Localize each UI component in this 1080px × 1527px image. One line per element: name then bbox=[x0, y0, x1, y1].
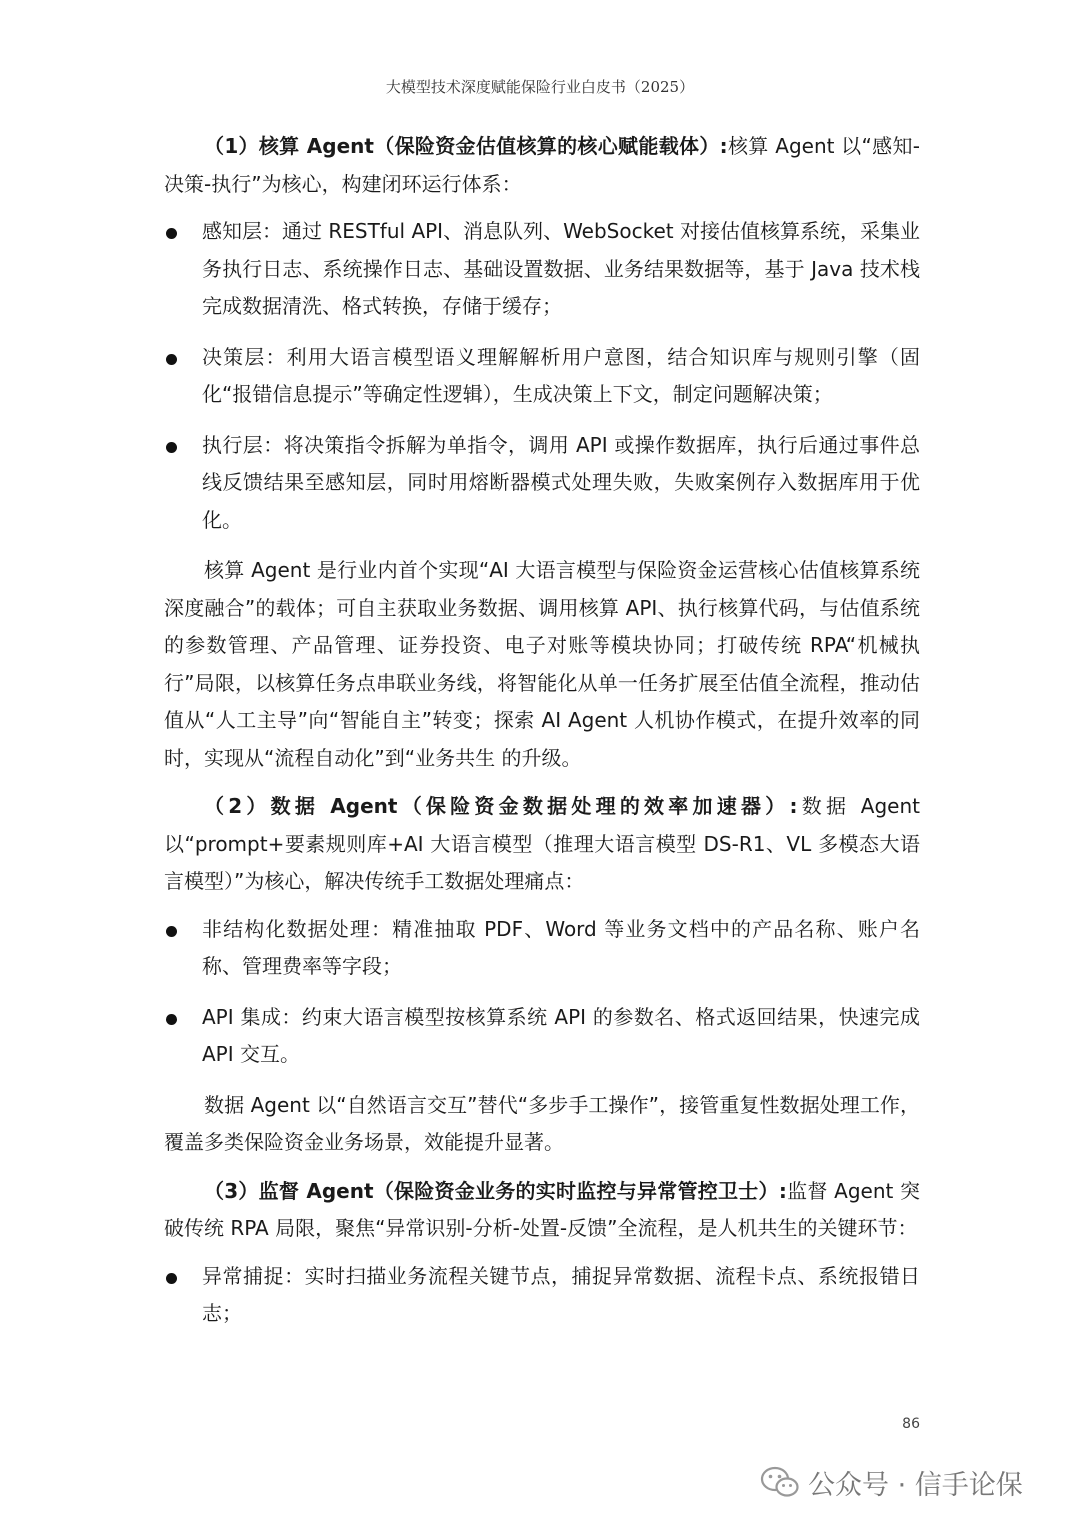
page-number: 86 bbox=[902, 1416, 920, 1432]
list-item: 执行层：将决策指令拆解为单指令，调用 API 或操作数据库，执行后通过事件总线反馈结果至感知层，同时用熔断器模式处理失败，失败案例存入数据库用于优化。 bbox=[164, 427, 920, 540]
bullet-icon bbox=[166, 442, 177, 453]
list-item: 非结构化数据处理：精准抽取 PDF、Word 等业务文档中的产品名称、账户名称、管理费率等字段； bbox=[164, 911, 920, 986]
section-2-summary: 数据 Agent 以“自然语言交互”替代“多步手工操作”，接管重复性数据处理工作，覆盖多类保险资金业务场景，效能提升显著。 bbox=[164, 1092, 920, 1154]
wechat-icon bbox=[760, 1465, 800, 1499]
section-3-heading: （3）监督 Agent（保险资金业务的实时监控与异常管控卫士）: bbox=[204, 1178, 787, 1203]
watermark-text: 公众号 · 信手论保 bbox=[808, 1469, 1023, 1501]
section-3-intro: （3）监督 Agent（保险资金业务的实时监控与异常管控卫士）:监督 Agent 突破传统 RPA 局限，聚焦“异常识别-分析-处置-反馈”全流程，是人机共生的关键环节： bbox=[164, 1178, 920, 1240]
list-item: 感知层：通过 RESTful API、消息队列、WebSocket 对接估值核算系统，采集业务执行日志、系统操作日志、基础设置数据、业务结果数据等，基于 Java 技术栈完成数据清洗、格式转换，存储于缓存； bbox=[164, 213, 920, 326]
bullet-icon bbox=[166, 1273, 177, 1284]
section-2-heading: （2）数据 Agent（保险资金数据处理的效率加速器）: bbox=[204, 794, 798, 818]
watermark bbox=[760, 1462, 1023, 1502]
bullet-icon bbox=[166, 1014, 177, 1025]
bullet-icon bbox=[166, 354, 177, 365]
page-body bbox=[164, 128, 920, 1346]
section-1-heading: （1）核算 Agent（保险资金估值核算的核心赋能载体）: bbox=[204, 134, 728, 158]
section-1-summary: 核算 Agent 是行业内首个实现“AI 大语言模型与保险资金运营核心估值核算系统深度融合”的载体；可自主获取业务数据、调用核算 API、执行核算代码，与估值系统的参数管理、产品管理、证券投资、电子对账等模块协同；打破传统 RPA“机械执行”局限，以核算任务点串联业务线，将智能化从单一任务扩展至估值全流程，推动估值从“人工主导”向“智能自主”转变；探索 AI Agent 人机协作模式，在提升效率的同时，实现从“流程自动化”到“业务共生 的升级。 bbox=[164, 558, 920, 770]
list-item: API 集成：约束大语言模型按核算系统 API 的参数名、格式返回结果，快速完成 API 交互。 bbox=[164, 999, 920, 1074]
section-2-intro: （2）数据 Agent（保险资金数据处理的效率加速器）:数据 Agent 以“prompt+要素规则库+AI 大语言模型（推理大语言模型 DS-R1、VL 多模态大语言模型）”为核心，解决传统手工数据处理痛点： bbox=[164, 794, 920, 893]
list-item: 决策层：利用大语言模型语义理解解析用户意图，结合知识库与规则引擎（固化“报错信息提示”等确定性逻辑），生成决策上下文，制定问题解决策； bbox=[164, 339, 920, 414]
running-header: 大模型技术深度赋能保险行业白皮书（2025） bbox=[385, 78, 695, 96]
bullet-icon bbox=[166, 926, 177, 937]
list-item: 异常捕捉：实时扫描业务流程关键节点，捕捉异常数据、流程卡点、系统报错日志； bbox=[164, 1258, 920, 1333]
bullet-icon bbox=[166, 228, 177, 239]
section-1-intro: （1）核算 Agent（保险资金估值核算的核心赋能载体）:核算 Agent 以“感知-决策-执行”为核心，构建闭环运行体系： bbox=[164, 134, 920, 196]
